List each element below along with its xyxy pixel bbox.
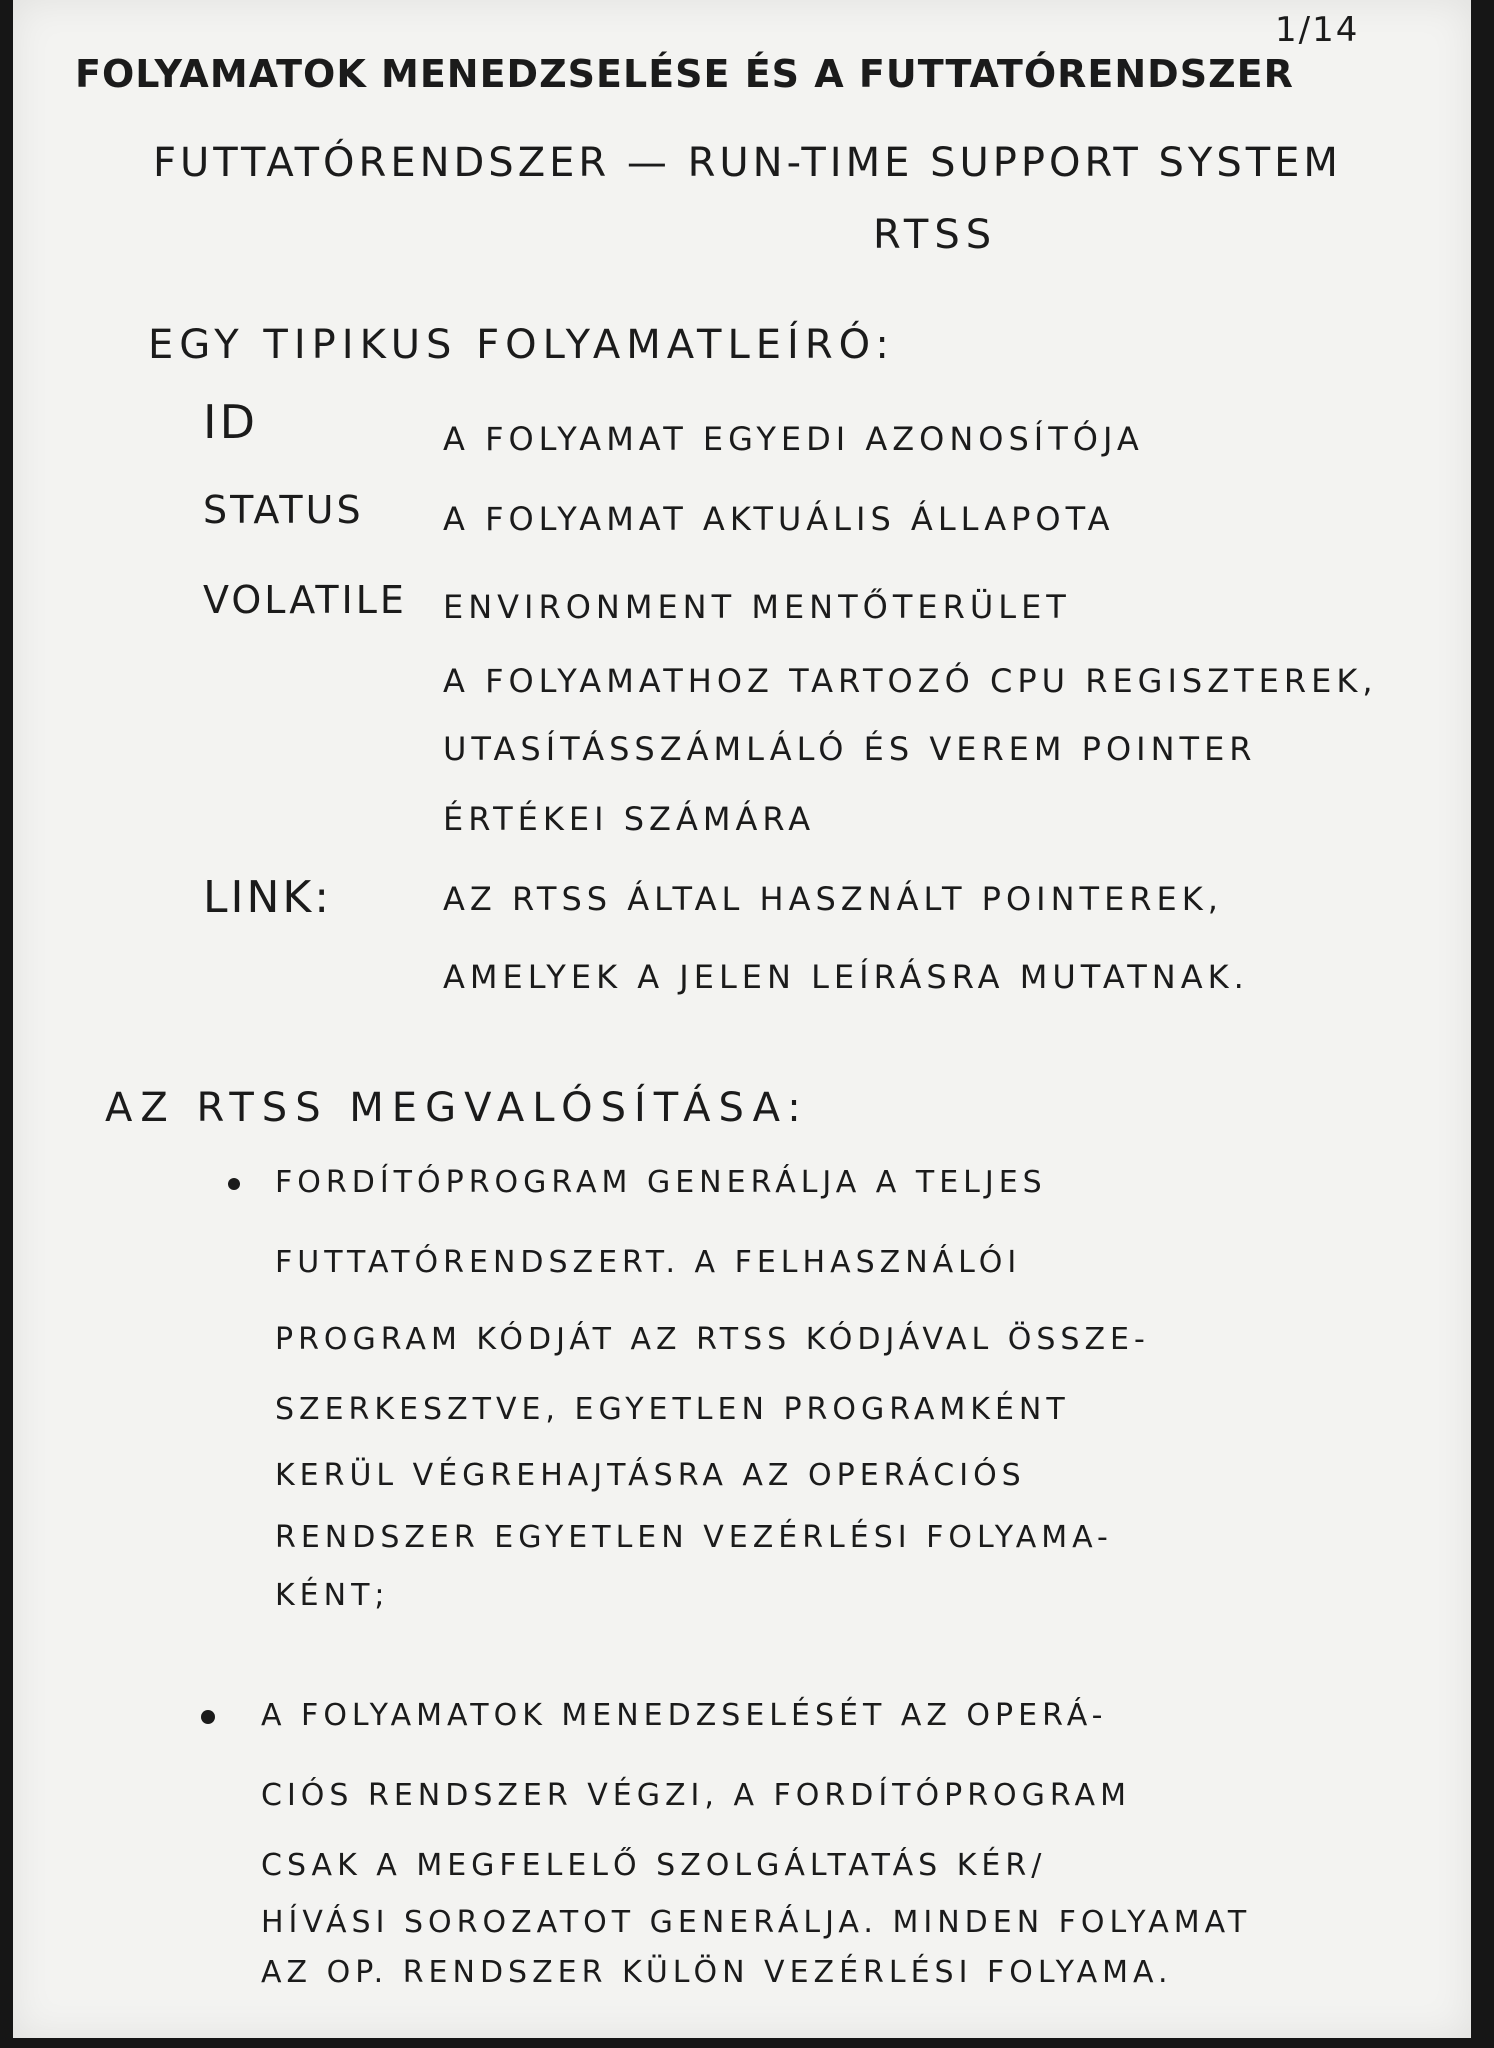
bullet-1-line: KÉNT; (275, 1578, 390, 1613)
implementation-heading: AZ RTSS MEGVALÓSÍTÁSA: (105, 1085, 809, 1131)
descriptor-heading: EGY TIPIKUS FOLYAMATLEÍRÓ: (148, 322, 895, 368)
field-term-volatile: VOLATILE (203, 578, 407, 622)
bullet-1-line: PROGRAM KÓDJÁT AZ RTSS KÓDJÁVAL ÖSSZE- (275, 1322, 1150, 1357)
field-definition-volatile-line: ENVIRONMENT MENTŐTERÜLET (443, 588, 1071, 626)
bullet-2-line: AZ OP. RENDSZER KÜLÖN VEZÉRLÉSI FOLYAMA. (261, 1955, 1173, 1990)
field-definition-volatile-line: ÉRTÉKEI SZÁMÁRA (443, 800, 816, 838)
bullet-icon (228, 1178, 240, 1190)
field-definition-link-line: AMELYEK A JELEN LEÍRÁSRA MUTATNAK. (443, 958, 1249, 996)
bullet-icon (201, 1710, 215, 1724)
bullet-1-line: SZERKESZTVE, EGYETLEN PROGRAMKÉNT (275, 1392, 1070, 1427)
page-title: FOLYAMATOK MENEDZSELÉSE ÉS A FUTTATÓRENDSZER (75, 52, 1294, 96)
subtitle: FUTTATÓRENDSZER — RUN-TIME SUPPORT SYSTEM (153, 140, 1342, 186)
field-definition-status: A FOLYAMAT AKTUÁLIS ÁLLAPOTA (443, 500, 1115, 538)
bullet-1-line: FORDÍTÓPROGRAM GENERÁLJA A TELJES (275, 1165, 1047, 1200)
bullet-2-line: HÍVÁSI SOROZATOT GENERÁLJA. MINDEN FOLYAMAT (261, 1905, 1252, 1940)
abbreviation: RTSS (873, 212, 998, 258)
bullet-1-line: KERÜL VÉGREHAJTÁSRA AZ OPERÁCIÓS (275, 1458, 1026, 1493)
field-definition-id: A FOLYAMAT EGYEDI AZONOSÍTÓJA (443, 420, 1144, 458)
field-term-status: STATUS (203, 488, 364, 532)
field-term-id: ID (203, 395, 258, 449)
bullet-2-line: A FOLYAMATOK MENEDZSELÉSÉT AZ OPERÁ- (261, 1698, 1108, 1733)
field-definition-volatile-line: A FOLYAMATHOZ TARTOZÓ CPU REGISZTEREK, (443, 662, 1378, 700)
field-term-link: LINK: (203, 872, 333, 923)
bullet-2-line: CSAK A MEGFELELŐ SZOLGÁLTATÁS KÉR/ (261, 1848, 1047, 1883)
page-number: 1/14 (1275, 10, 1360, 50)
bullet-1-line: FUTTATÓRENDSZERT. A FELHASZNÁLÓI (275, 1245, 1022, 1280)
field-definition-volatile-line: UTASÍTÁSSZÁMLÁLÓ ÉS VEREM POINTER (443, 730, 1257, 768)
bullet-2-line: CIÓS RENDSZER VÉGZI, A FORDÍTÓPROGRAM (261, 1778, 1131, 1813)
bullet-1-line: RENDSZER EGYETLEN VEZÉRLÉSI FOLYAMA- (275, 1520, 1113, 1555)
document-page (13, 0, 1471, 2038)
field-definition-link-line: AZ RTSS ÁLTAL HASZNÁLT POINTEREK, (443, 880, 1223, 918)
